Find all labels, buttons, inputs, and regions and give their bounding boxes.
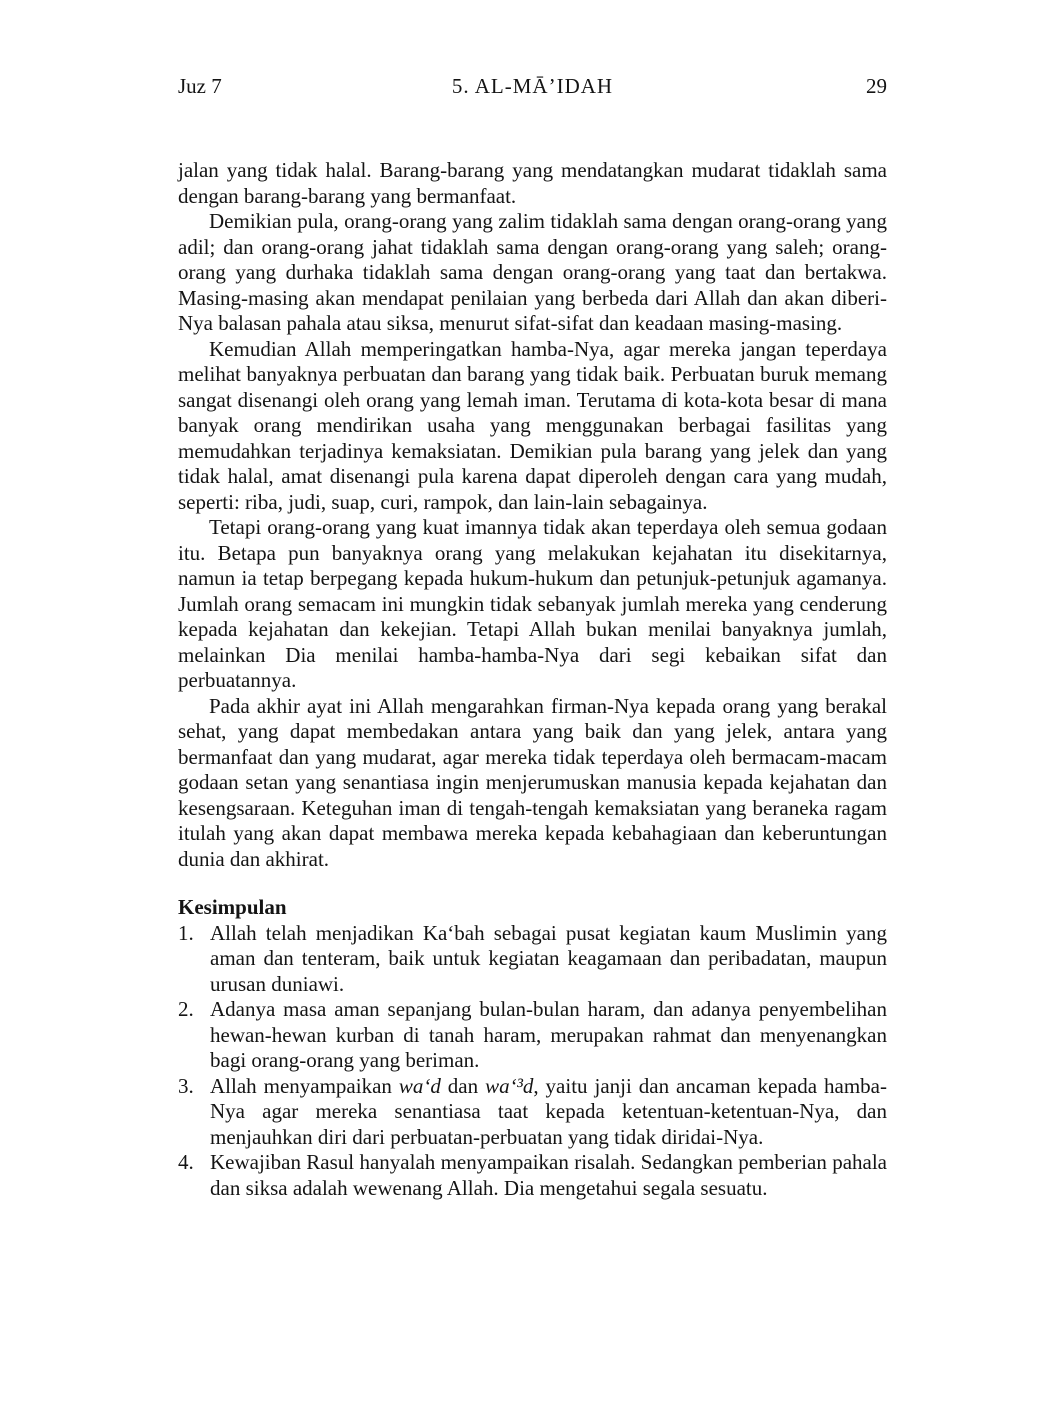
paragraph: Kemudian Allah memperingatkan hamba-Nya, agar mereka jangan teperdaya melihat banyaknya perbuatan dan barang yang tidak baik. Perbuatan buruk memang sangat disenangi oleh orang yang lemah iman. Terutama di kota-kota besar di mana banyak orang mendirikan usaha yang menggunakan berbagai fasilitas yang memudahkan terjadinya kemaksiatan. Demikian pula barang yang jelek dan yang tidak halal, amat disenangi pula karena dapat diperoleh dengan cara yang mudah, seperti: riba, judi, suap, curi, rampok, dan lain-lain sebagainya. (178, 336, 887, 514)
list-number: 3. (178, 1073, 194, 1098)
list-text: Adanya masa aman sepanjang bulan-bulan haram, dan adanya penyembelihan hewan-hewan kurban di tanah haram, merupakan rahmat dan menyenangkan bagi orang-orang yang beriman. (210, 997, 887, 1072)
list-number: 4. (178, 1150, 194, 1174)
paragraph: Tetapi orang-orang yang kuat imannya tidak akan teperdaya oleh semua godaan itu. Betapa pun banyaknya orang yang melakukan kejahatan itu disekitarnya, namun ia tetap berpegang kepada hukum-hukum dan petunjuk-petunjuk agamanya. Jumlah orang semacam ini mungkin tidak sebanyak jumlah mereka yang cenderung kepada kejahatan dan kekejian. Tetapi Allah bukan menilai banyaknya jumlah, melainkan Dia menilai hamba-hamba-Nya dari segi kebaikan sifat dan perbuatannya. (178, 515, 887, 692)
list-number: 1. (178, 920, 194, 945)
list-item (178, 997, 887, 1074)
list-item (178, 921, 887, 998)
list-text: Allah telah menjadikan Ka‘bah sebagai pusat kegiatan kaum Muslimin yang aman dan tenteram, baik untuk kegiatan keagamaan dan peribadatan, maupun urusan duniawi. (210, 920, 887, 996)
conclusion-list (178, 921, 887, 1202)
paragraph: jalan yang tidak halal. Barang-barang yang mendatangkan mudarat tidaklah sama dengan barang-barang yang bermanfaat. (178, 158, 887, 208)
page-content (178, 158, 887, 1201)
list-text-segment: Allah menyampaikan (210, 1073, 399, 1098)
page-number: 29 (866, 74, 887, 98)
juz-label: Juz 7 (178, 74, 222, 98)
list-text (210, 1074, 887, 1151)
list-text: Kewajiban Rasul hanyalah menyampaikan risalah. Sedangkan pemberian pahala dan siksa adalah wewenang Allah. Dia mengetahui segala sesuatu. (210, 1150, 887, 1200)
body-paragraphs (178, 158, 887, 872)
surah-title: 5. AL-MĀ’IDAH (451, 74, 614, 98)
paragraph: Demikian pula, orang-orang yang zalim tidaklah sama dengan orang-orang yang adil; dan orang-orang jahat tidaklah sama dengan orang-orang yang saleh; orang-orang yang durhaka tidaklah sama dengan orang-orang yang taat dan bertakwa. Masing-masing akan mendapat penilaian yang berbeda dari Allah dan akan diberi-Nya balasan pahala atau siksa, menurut sifat-sifat dan keadaan masing-masing. (178, 209, 887, 335)
list-number: 2. (178, 997, 194, 1021)
list-text-italic-term: wa‘d (398, 1073, 441, 1098)
list-item (178, 1074, 887, 1151)
list-text-segment: dan (440, 1073, 486, 1098)
list-text-segment: , yaitu janji dan ancaman kepada hamba-Nya agar mereka senantiasa taat kepada ketentuan-ketentuan-Nya, dan menjauhkan diri dari perbuatan-perbuatan yang tidak diridai-Nya. (210, 1073, 887, 1149)
conclusion-heading: Kesimpulan (178, 895, 287, 919)
list-item (178, 1150, 887, 1201)
paragraph: Pada akhir ayat ini Allah mengarahkan firman-Nya kepada orang yang berakal sehat, yang dapat membedakan antara yang baik dan yang jelek, antara yang bermanfaat dan yang mudarat, agar mereka tidak teperdaya oleh bermacam-macam godaan setan yang senantiasa ingin menjerumuskan manusia kepada kejahatan dan kesengsaraan. Keteguhan iman di tengah-tengah kemaksiatan yang beraneka ragam itulah yang akan dapat membawa mereka kepada kebahagiaan dan keberuntungan dunia dan akhirat. (178, 693, 887, 871)
list-text-italic-term: wa‘³d (485, 1073, 534, 1098)
page-header (178, 74, 887, 102)
